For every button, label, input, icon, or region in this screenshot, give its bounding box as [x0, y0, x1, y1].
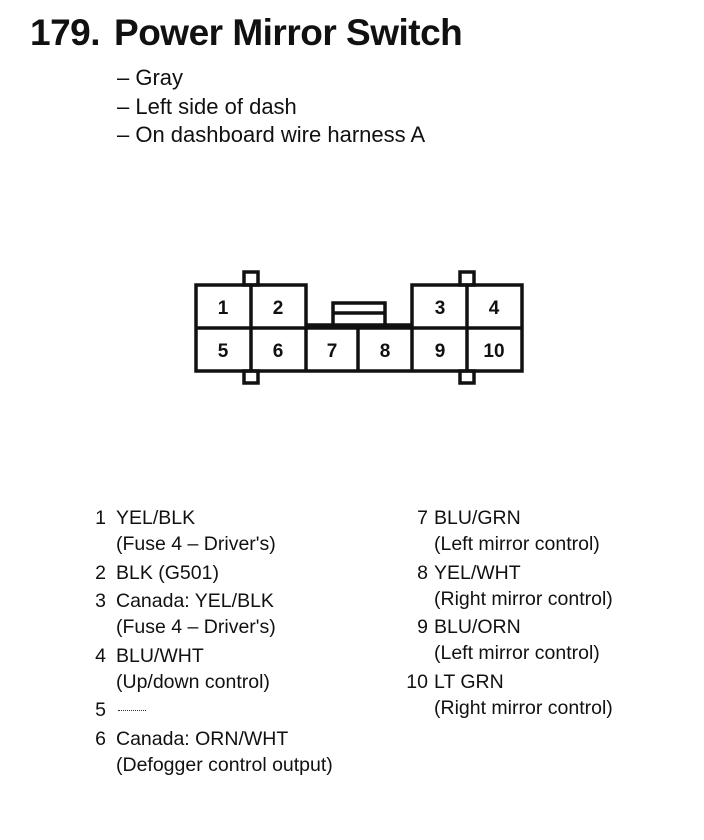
pin-number: 9 [417, 616, 428, 638]
pin-function: (Left mirror control) [434, 642, 600, 664]
pin-function: (Right mirror control) [434, 696, 613, 719]
bottom-key-left [244, 371, 258, 383]
pin-function: (Right mirror control) [434, 587, 613, 610]
pin-wire: Canada: YEL/BLK [116, 590, 274, 612]
pin-number: 7 [417, 507, 428, 529]
pin-number: 8 [417, 561, 428, 584]
pin-entry [88, 643, 333, 695]
detail-harness: – On dashboard wire harness A [117, 122, 426, 147]
pin-entry [88, 697, 333, 723]
pin-number: 5 [95, 699, 106, 721]
pin-label: 1 [217, 298, 229, 319]
pin-entry [406, 505, 613, 557]
pin-label: 9 [434, 341, 446, 362]
pin-label: 6 [272, 341, 284, 362]
top-key-left [244, 272, 258, 285]
pin-list-right [406, 505, 613, 723]
pin-function: (Up/down control) [116, 670, 270, 693]
pin-wire: Canada: ORN/WHT [116, 727, 289, 750]
pin-wire: BLU/GRN [434, 507, 521, 529]
pin-number: 3 [95, 590, 106, 612]
pin-number: 6 [95, 727, 106, 750]
pin-function: (Left mirror control) [434, 533, 600, 555]
pin-label: 7 [326, 341, 338, 362]
pin-wire: LT GRN [434, 670, 504, 693]
pin-entry [406, 669, 613, 721]
pin-wire: YEL/BLK [116, 507, 196, 529]
pin-label: 4 [488, 298, 500, 319]
detail-location: – Left side of dash [117, 93, 297, 119]
pin-number: 10 [406, 670, 428, 693]
pin-wire: BLU/ORN [434, 616, 521, 638]
pin-function: (Defogger control output) [116, 753, 333, 776]
detail-color: – Gray [117, 65, 184, 90]
pin-label: 10 [483, 341, 505, 362]
pin-number: 2 [95, 561, 106, 584]
unused-pin-mark [118, 710, 146, 711]
pin-entry [88, 560, 333, 586]
pin-function: (Fuse 4 – Driver's) [116, 533, 276, 555]
pin-entry [88, 588, 333, 640]
pin-entry [406, 614, 613, 666]
pin-wire: BLU/WHT [116, 644, 204, 667]
pin-label: 2 [272, 298, 284, 319]
pin-wire: BLK (G501) [116, 561, 219, 584]
bottom-key-right [460, 371, 474, 383]
pin-function: (Fuse 4 – Driver's) [116, 616, 276, 638]
top-key-right [460, 272, 474, 285]
pin-label: 3 [434, 298, 446, 319]
pin-wire: YEL/WHT [434, 561, 521, 584]
pin-label: 8 [379, 341, 391, 362]
pin-list-left [88, 505, 333, 780]
pin-entry [88, 726, 333, 778]
title-number: 179. [30, 12, 101, 53]
title-text: Power Mirror Switch [114, 12, 463, 53]
pin-number: 1 [95, 507, 106, 529]
pin-entry [88, 505, 333, 557]
pin-label: 5 [217, 341, 229, 362]
pin-number: 4 [95, 644, 106, 667]
pin-entry [406, 560, 613, 612]
